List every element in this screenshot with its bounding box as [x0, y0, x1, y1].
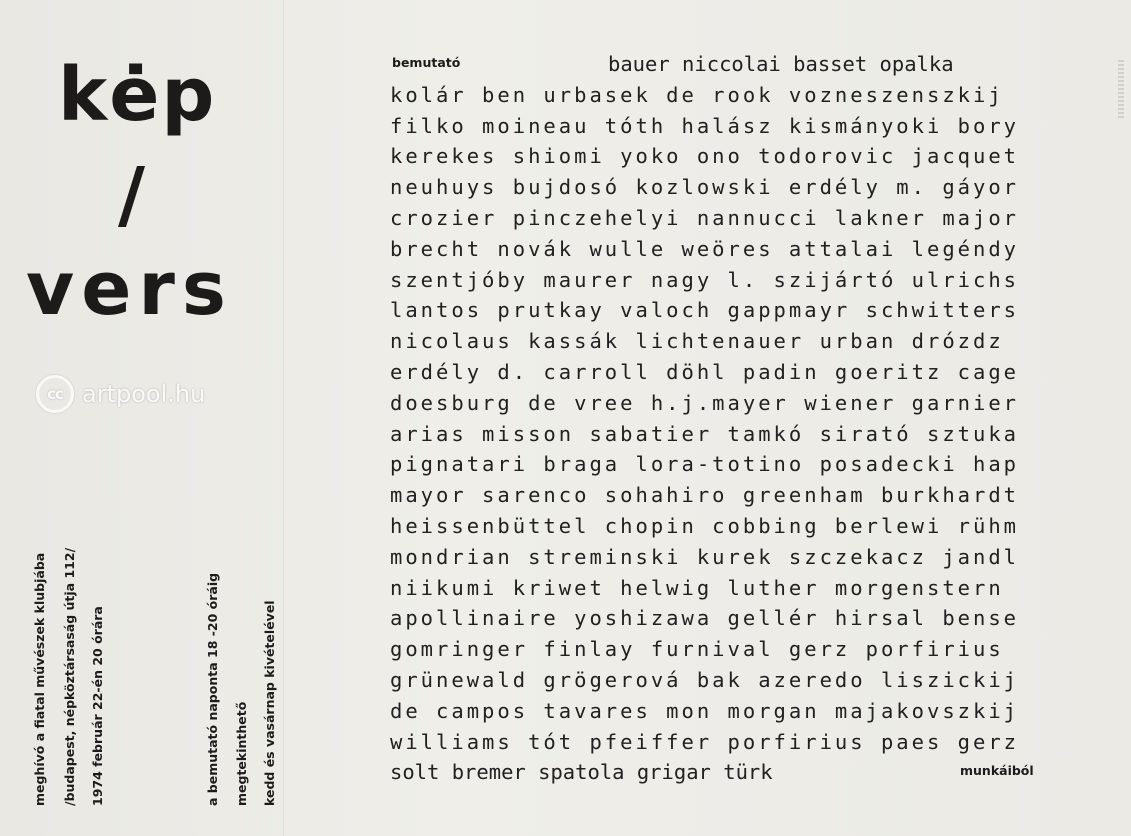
- invitation-line-2: /budapest, népköztársaság útja 112/: [62, 547, 77, 806]
- name-line: niikumi kriwet helwig luther morgenstern: [390, 575, 1004, 600]
- name-line: doesburg de vree h.j.mayer wiener garnier: [390, 390, 1020, 415]
- name-line: de campos tavares mon morgan majakovszkij: [390, 698, 1020, 723]
- name-line: kerekes shiomi yoko ono todorovic jacquet: [390, 144, 1020, 169]
- name-line: heissenbüttel chopin cobbing berlewi rühm: [390, 514, 1020, 538]
- name-line: mayor sarenco sohahiro greenham burkhardt: [390, 483, 1020, 508]
- name-line: apollinaire yoshizawa gellér hirsal bense: [390, 606, 1020, 631]
- name-line: pignatari braga lora-totino posadecki hap: [390, 452, 1020, 477]
- name-line: kolár ben urbasek de rook vozneszenszkij: [390, 82, 1004, 107]
- name-line: bauer niccolai basset opalka: [608, 52, 954, 76]
- watermark-text: artpool.hu: [82, 380, 206, 408]
- name-line: brecht novák wulle weöres attalai legéndy: [390, 236, 1020, 261]
- name-line: filko moineau tóth halász kismányoki bory: [390, 113, 1020, 138]
- name-line: mondrian streminski kurek szczekacz jandl: [390, 544, 1020, 569]
- name-line: williams tót pfeiffer porfirius paes gerz: [390, 729, 1020, 754]
- title-kep: kėp: [58, 52, 217, 138]
- name-line: crozier pinczehelyi nannucci lakner major: [390, 206, 1020, 230]
- name-line: grünewald grögerová bak azeredo liszickij: [390, 668, 1020, 692]
- name-line: lantos prutkay valoch gappmayr schwitters: [390, 298, 1020, 323]
- name-line: erdély d. carroll döhl padin goeritz cage: [390, 360, 1020, 384]
- title-vers: vers: [26, 246, 233, 332]
- schedule-line-2: megtekinthető: [234, 701, 249, 806]
- invitation-line-3: 1974 február 22-én 20 órára: [90, 606, 105, 806]
- name-line: neuhuys bujdosó kozlowski erdély m. gáyor: [390, 175, 1020, 200]
- title-slash: /: [118, 152, 148, 238]
- invitation-line-1: meghívó a fiatal művészek klubjába: [32, 552, 47, 806]
- creative-commons-icon: cc: [36, 375, 74, 413]
- works-label: munkáiból: [960, 763, 1034, 778]
- name-line: gomringer finlay furnival gerz porfirius: [390, 637, 1004, 662]
- name-line: arias misson sabatier tamkó sirató sztuka: [390, 421, 1020, 446]
- schedule-line-3: kedd és vasárnap kivételével: [262, 600, 277, 806]
- presenter-label: bemutató: [392, 55, 461, 70]
- name-line: szentjóby maurer nagy l. szijártó ulrichs: [390, 267, 1020, 292]
- schedule-line-1: a bemutató naponta 18 -20 óráig: [205, 572, 220, 806]
- name-line: nicolaus kassák lichtenauer urban drózdz: [390, 329, 1004, 354]
- printer-credit-mark: [1118, 60, 1124, 120]
- name-line: solt bremer spatola grigar türk: [390, 760, 773, 785]
